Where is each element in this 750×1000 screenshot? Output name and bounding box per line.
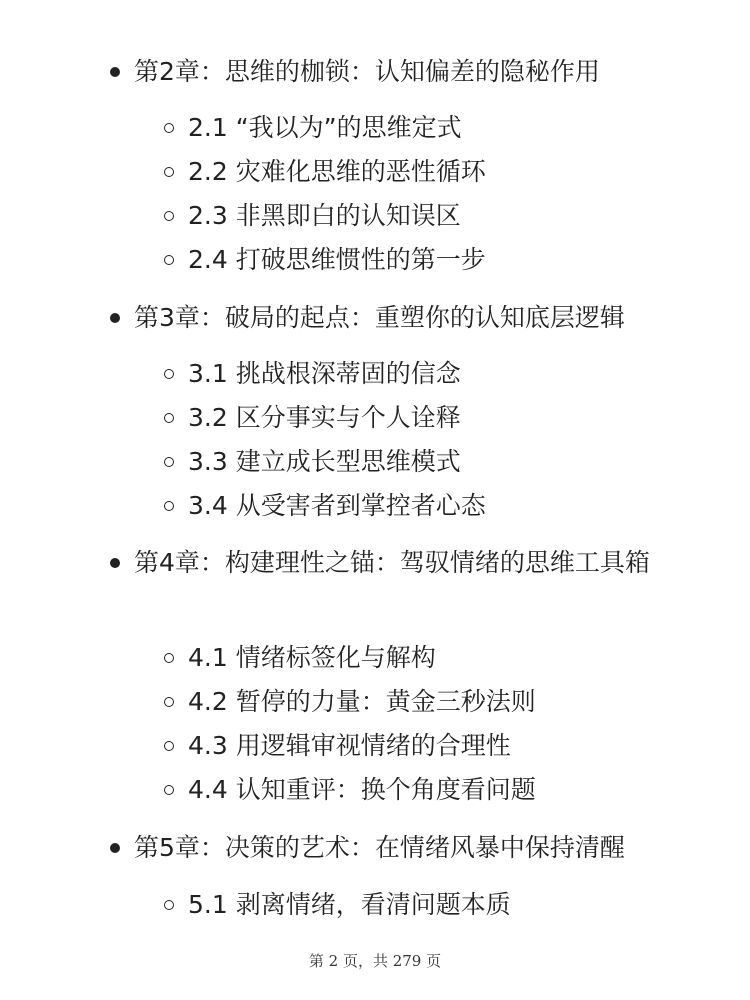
toc-section-3-1[interactable] (188, 357, 688, 391)
chapter-title: 第2章：思维的枷锁：认知偏差的隐秘作用 (134, 57, 600, 86)
toc-chapter-4[interactable] (134, 546, 674, 580)
bullet-circle-icon (164, 369, 174, 379)
page-number-footer: 第 2 页，共 279 页 (308, 952, 442, 970)
bullet-circle-icon (164, 167, 174, 177)
chapter-title: 第5章：决策的艺术：在情绪风暴中保持清醒 (134, 833, 625, 862)
toc-chapter-5[interactable] (134, 831, 674, 865)
bullet-circle-icon (164, 697, 174, 707)
bullet-circle-icon (164, 413, 174, 423)
bullet-dot-icon (110, 313, 120, 323)
toc-section-2-4[interactable] (188, 243, 688, 277)
bullet-circle-icon (164, 653, 174, 663)
bullet-circle-icon (164, 457, 174, 467)
section-title: 4.1 情绪标签化与解构 (188, 643, 436, 672)
bullet-circle-icon (164, 255, 174, 265)
toc-section-4-1[interactable] (188, 641, 688, 675)
section-title: 2.3 非黑即白的认知误区 (188, 201, 461, 230)
bullet-circle-icon (164, 501, 174, 511)
bullet-dot-icon (110, 67, 120, 77)
bullet-dot-icon (110, 843, 120, 853)
section-title: 4.4 认知重评：换个角度看问题 (188, 775, 536, 804)
bullet-circle-icon (164, 785, 174, 795)
toc-section-4-4[interactable] (188, 773, 688, 807)
section-title: 4.3 用逻辑审视情绪的合理性 (188, 731, 511, 760)
section-title: 5.1 剥离情绪，看清问题本质 (188, 890, 511, 919)
toc-section-3-3[interactable] (188, 445, 688, 479)
toc-section-4-2[interactable] (188, 685, 688, 719)
toc-section-2-1[interactable] (188, 111, 688, 145)
toc-section-4-3[interactable] (188, 729, 688, 763)
bullet-circle-icon (164, 900, 174, 910)
section-title: 2.1 “我以为”的思维定式 (188, 113, 462, 142)
section-title: 3.2 区分事实与个人诠释 (188, 403, 461, 432)
toc-section-2-3[interactable] (188, 199, 688, 233)
bullet-dot-icon (110, 558, 120, 568)
section-title: 3.3 建立成长型思维模式 (188, 447, 461, 476)
section-title: 4.2 暂停的力量：黄金三秒法则 (188, 687, 536, 716)
section-title: 2.4 打破思维惯性的第一步 (188, 245, 486, 274)
section-title: 3.4 从受害者到掌控者心态 (188, 491, 486, 520)
chapter-title: 第3章：破局的起点：重塑你的认知底层逻辑 (134, 303, 625, 332)
toc-section-2-2[interactable] (188, 155, 688, 189)
bullet-circle-icon (164, 741, 174, 751)
bullet-circle-icon (164, 123, 174, 133)
toc-section-5-1[interactable] (188, 888, 688, 922)
toc-section-3-2[interactable] (188, 401, 688, 435)
section-title: 2.2 灾难化思维的恶性循环 (188, 157, 486, 186)
chapter-title: 第4章：构建理性之锚：驾驭情绪的思维工具箱 (134, 548, 650, 577)
bullet-circle-icon (164, 211, 174, 221)
section-title: 3.1 挑战根深蒂固的信念 (188, 359, 461, 388)
toc-chapter-3[interactable] (134, 301, 674, 335)
toc-chapter-2[interactable] (134, 55, 674, 89)
toc-section-3-4[interactable] (188, 489, 688, 523)
